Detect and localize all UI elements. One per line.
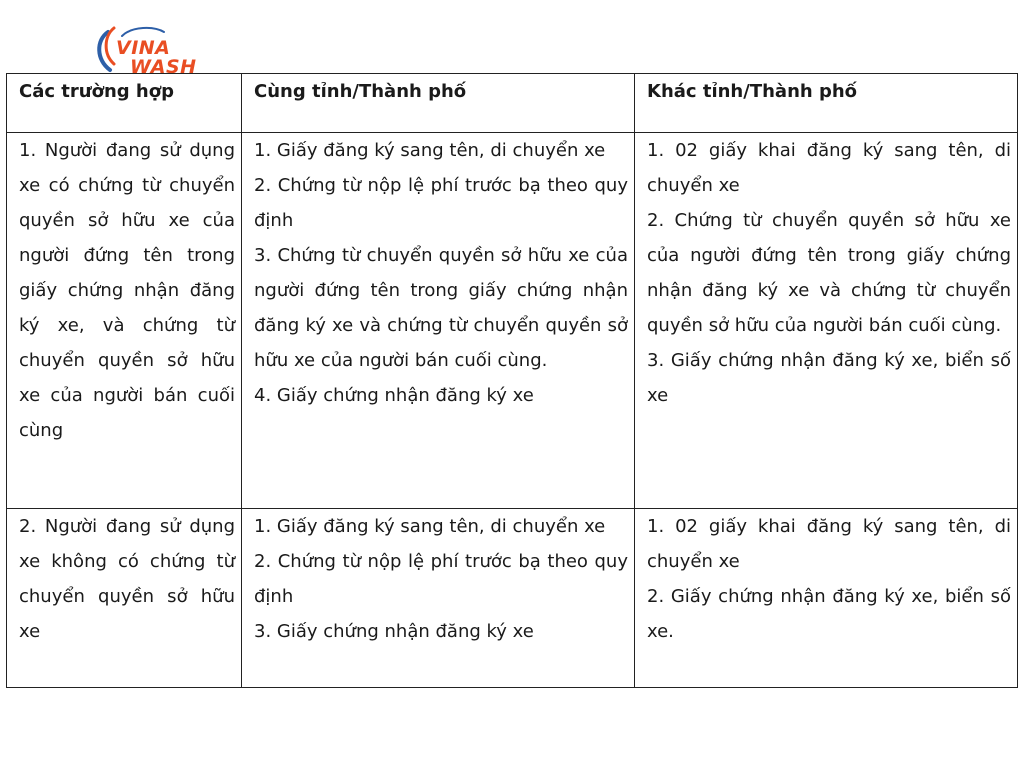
list-item: 2. Chứng từ nộp lệ phí trước bạ theo quy định (254, 175, 628, 231)
logo-text-vina: VINA (116, 37, 171, 59)
list-item: 3. Chứng từ chuyển quyền sở hữu xe của người đứng tên trong giấy chứng nhận đăng ký xe và chứng từ chuyển quyền sở hữu xe của người bán cuối cùng. (254, 245, 628, 371)
procedure-table (6, 73, 1018, 688)
header-same-province: Cùng tỉnh/Thành phố (242, 74, 635, 133)
header-cases: Các trường hợp (7, 74, 242, 133)
list-item: 1. Giấy đăng ký sang tên, di chuyển xe (254, 516, 606, 537)
list-item: 2. Chứng từ nộp lệ phí trước bạ theo quy định (254, 551, 628, 607)
case-cell: 2. Người đang sử dụng xe không có chứng từ chuyển quyền sở hữu xe (7, 509, 242, 688)
same-province-cell (242, 509, 635, 688)
list-item: 2. Chứng từ chuyển quyền sở hữu xe của người đứng tên trong giấy chứng nhận đăng ký xe và chứng từ chuyển quyền sở hữu của người bán cuối cùng. (647, 210, 1011, 336)
table-header-row (7, 74, 1018, 133)
list-item: 3. Giấy chứng nhận đăng ký xe (254, 621, 534, 642)
same-province-cell (242, 133, 635, 509)
header-other-province: Khác tỉnh/Thành phố (635, 74, 1018, 133)
other-province-cell (635, 133, 1018, 509)
list-item: 1. Giấy đăng ký sang tên, di chuyển xe (254, 140, 606, 161)
other-province-cell (635, 509, 1018, 688)
list-item: 1. 02 giấy khai đăng ký sang tên, di chuyển xe (647, 140, 1011, 196)
list-item: 2. Giấy chứng nhận đăng ký xe, biển số xe. (647, 586, 1011, 642)
table-row (7, 133, 1018, 509)
list-item: 1. 02 giấy khai đăng ký sang tên, di chuyển xe (647, 516, 1011, 572)
logo-text-wash: WASH (130, 56, 197, 78)
list-item: 3. Giấy chứng nhận đăng ký xe, biển số xe (647, 350, 1011, 406)
case-cell: 1. Người đang sử dụng xe có chứng từ chuyển quyền sở hữu xe của người đứng tên trong giấy chứng nhận đăng ký xe, và chứng từ chuyển quyền sở hữu xe của người bán cuối cùng (7, 133, 242, 509)
table-row (7, 509, 1018, 688)
list-item: 4. Giấy chứng nhận đăng ký xe (254, 385, 534, 406)
vinawash-logo (92, 18, 204, 78)
